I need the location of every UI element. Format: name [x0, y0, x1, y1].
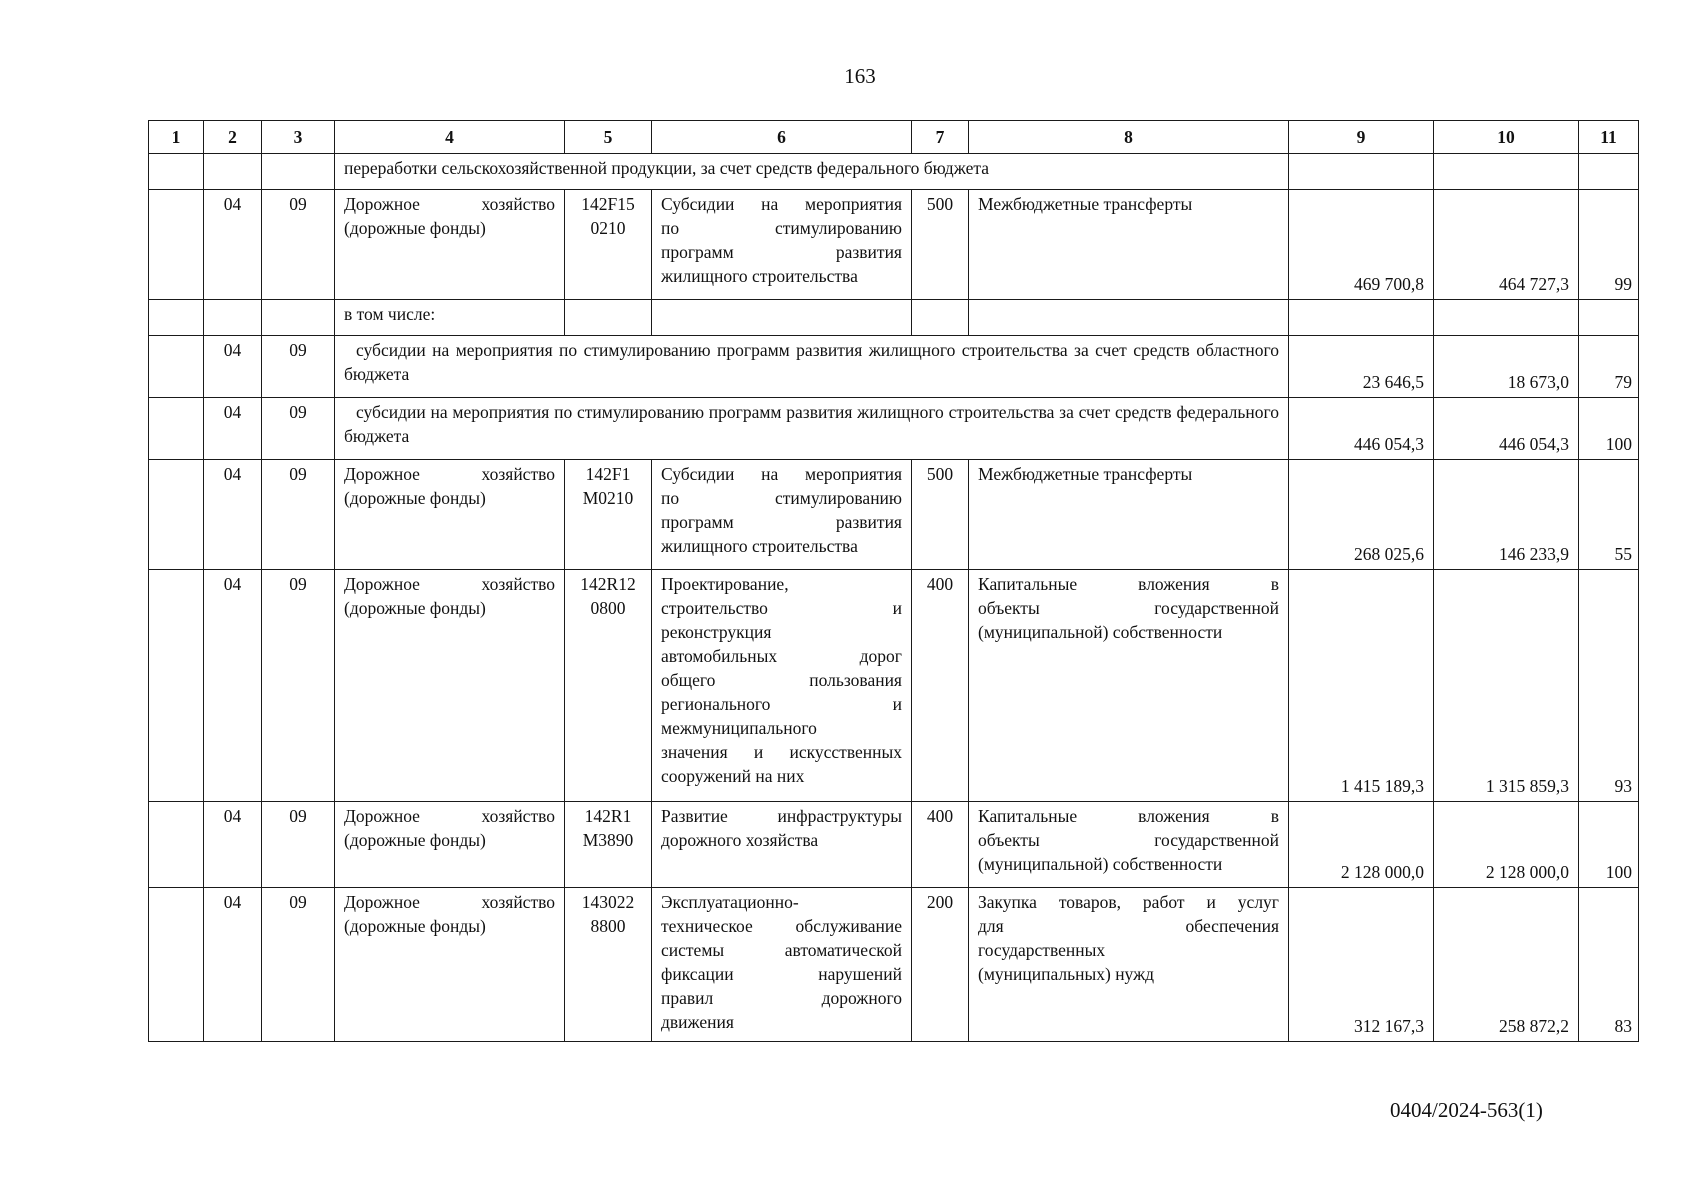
- text-line: программ развития: [661, 512, 902, 532]
- cell-empty: [204, 154, 262, 190]
- text-line: (дорожные фонды): [344, 488, 486, 508]
- text-line: Капитальные вложения в: [978, 574, 1279, 594]
- cell-empty: [1434, 300, 1579, 336]
- expense-type-code: 400: [912, 570, 969, 802]
- expense-type-name: [969, 888, 1289, 1042]
- header-cell-6: 6: [652, 121, 912, 154]
- planned-amount: 312 167,3: [1289, 888, 1434, 1042]
- text-line: Эксплуатационно-: [661, 892, 799, 912]
- text-line: Межбюджетные трансферты: [978, 464, 1193, 484]
- header-cell-4: 4: [335, 121, 565, 154]
- execution-percent: 83: [1579, 888, 1639, 1042]
- target-article-code: [565, 802, 652, 888]
- text-line: (дорожные фонды): [344, 916, 486, 936]
- cell-empty: [1579, 300, 1639, 336]
- cell-empty: [652, 300, 912, 336]
- section-name: [335, 888, 565, 1042]
- text-line: (дорожные фонды): [344, 598, 486, 618]
- text-line: автомобильных дорог: [661, 646, 902, 666]
- target-article-code: [565, 190, 652, 300]
- target-article-name: [652, 570, 912, 802]
- text-line: жилищного строительства: [661, 536, 858, 556]
- section-name: [335, 570, 565, 802]
- expense-type-name: [969, 802, 1289, 888]
- actual-amount: 146 233,9: [1434, 460, 1579, 570]
- cell-empty: [1434, 154, 1579, 190]
- target-article-code: [565, 570, 652, 802]
- text-line: для обеспечения: [978, 916, 1279, 936]
- target-article-name: [652, 460, 912, 570]
- planned-amount: 2 128 000,0: [1289, 802, 1434, 888]
- planned-amount: 268 025,6: [1289, 460, 1434, 570]
- text-line: 142R12: [580, 574, 636, 594]
- header-cell-9: 9: [1289, 121, 1434, 154]
- subsection-code: 09: [262, 190, 335, 300]
- text-line: Субсидии на мероприятия: [661, 464, 902, 484]
- text-line: M0210: [582, 488, 634, 508]
- execution-percent: 79: [1579, 336, 1639, 398]
- cell-col1: [149, 802, 204, 888]
- table-row: [149, 190, 1639, 300]
- target-article-name: [652, 190, 912, 300]
- section-code: 04: [204, 398, 262, 460]
- cell-col1: [149, 336, 204, 398]
- section-code: 04: [204, 190, 262, 300]
- subsidy-detail-row: [149, 336, 1639, 398]
- target-article-name: [652, 802, 912, 888]
- cell-col1: [149, 460, 204, 570]
- including-row: [149, 300, 1639, 336]
- cell-empty: [1289, 300, 1434, 336]
- continuation-row: [149, 154, 1639, 190]
- cell-empty: [1289, 154, 1434, 190]
- text-line: объекты государственной: [978, 830, 1279, 850]
- section-code: 04: [204, 460, 262, 570]
- header-cell-3: 3: [262, 121, 335, 154]
- cell-col1: [149, 398, 204, 460]
- subsection-code: 09: [262, 888, 335, 1042]
- text-line: (дорожные фонды): [344, 830, 486, 850]
- table-row: [149, 570, 1639, 802]
- text-line: жилищного строительства: [661, 266, 858, 286]
- text-line: межмуниципального: [661, 718, 817, 738]
- target-article-code: [565, 460, 652, 570]
- execution-percent: 55: [1579, 460, 1639, 570]
- header-cell-2: 2: [204, 121, 262, 154]
- text-line: объекты государственной: [978, 598, 1279, 618]
- text-line: Дорожное хозяйство: [344, 892, 555, 912]
- header-cell-1: 1: [149, 121, 204, 154]
- actual-amount: 258 872,2: [1434, 888, 1579, 1042]
- section-code: 04: [204, 570, 262, 802]
- header-row: [149, 121, 1639, 154]
- header-cell-7: 7: [912, 121, 969, 154]
- subsection-code: 09: [262, 336, 335, 398]
- target-article-code: [565, 888, 652, 1042]
- section-code: 04: [204, 802, 262, 888]
- subsection-code: 09: [262, 398, 335, 460]
- section-name: [335, 460, 565, 570]
- planned-amount: 469 700,8: [1289, 190, 1434, 300]
- text-line: сооружений на них: [661, 766, 805, 786]
- text-line: Дорожное хозяйство: [344, 574, 555, 594]
- execution-percent: 99: [1579, 190, 1639, 300]
- table-row: [149, 802, 1639, 888]
- header-cell-8: 8: [969, 121, 1289, 154]
- header-cell-11: 11: [1579, 121, 1639, 154]
- text-line: 8800: [590, 916, 626, 936]
- expense-type-code: 400: [912, 802, 969, 888]
- text-line: программ развития: [661, 242, 902, 262]
- planned-amount: 23 646,5: [1289, 336, 1434, 398]
- budget-table: [148, 120, 1639, 1042]
- subsection-code: 09: [262, 570, 335, 802]
- text-line: дорожного хозяйства: [661, 830, 819, 850]
- text-line: Дорожное хозяйство: [344, 464, 555, 484]
- text-line: Капитальные вложения в: [978, 806, 1279, 826]
- text-line: Развитие инфраструктуры: [661, 806, 902, 826]
- text-line: 143022: [581, 892, 635, 912]
- expense-type-code: 500: [912, 460, 969, 570]
- subsection-code: 09: [262, 802, 335, 888]
- actual-amount: 1 315 859,3: [1434, 570, 1579, 802]
- section-code: 04: [204, 336, 262, 398]
- text-line: строительство и: [661, 598, 902, 618]
- cell-empty: [204, 300, 262, 336]
- actual-amount: 18 673,0: [1434, 336, 1579, 398]
- text-line: M3890: [582, 830, 634, 850]
- page-number: 163: [844, 64, 876, 88]
- table-row: [149, 888, 1639, 1042]
- text-line: 0800: [590, 598, 626, 618]
- including-label: в том числе:: [335, 300, 565, 336]
- planned-amount: 1 415 189,3: [1289, 570, 1434, 802]
- cell-empty: [1579, 154, 1639, 190]
- cell-empty: [262, 300, 335, 336]
- expense-type-name: [969, 460, 1289, 570]
- cell-empty: [912, 300, 969, 336]
- text-line: (муниципальной) собственности: [978, 854, 1223, 874]
- subsidy-detail-row: [149, 398, 1639, 460]
- header-cell-10: 10: [1434, 121, 1579, 154]
- text-line: 0210: [590, 218, 626, 238]
- subsection-code: 09: [262, 460, 335, 570]
- text-line: правил дорожного: [661, 988, 902, 1008]
- text-line: 142F15: [581, 194, 635, 214]
- header-cell-5: 5: [565, 121, 652, 154]
- text-line: 142R1: [584, 806, 632, 826]
- section-name: [335, 190, 565, 300]
- text-line: системы автоматической: [661, 940, 902, 960]
- text-line: Субсидии на мероприятия: [661, 194, 902, 214]
- subsidy-detail-text: субсидии на мероприятия по стимулированию программ развития жилищного строительства за счет средств федерального бюджета: [335, 398, 1289, 460]
- cell-empty: [565, 300, 652, 336]
- text-line: Проектирование,: [661, 574, 789, 594]
- expense-type-name: [969, 190, 1289, 300]
- execution-percent: 100: [1579, 398, 1639, 460]
- cell-col1: [149, 888, 204, 1042]
- table-row: [149, 460, 1639, 570]
- text-line: Межбюджетные трансферты: [978, 194, 1193, 214]
- expense-type-name: [969, 570, 1289, 802]
- cell-empty: [969, 300, 1289, 336]
- text-line: регионального и: [661, 694, 902, 714]
- document-code: 0404/2024-563(1): [1390, 1098, 1543, 1122]
- actual-amount: 446 054,3: [1434, 398, 1579, 460]
- text-line: техническое обслуживание: [661, 916, 902, 936]
- section-code: 04: [204, 888, 262, 1042]
- cell-empty: [149, 300, 204, 336]
- target-article-name: [652, 888, 912, 1042]
- text-line: значения и искусственных: [661, 742, 902, 762]
- planned-amount: 446 054,3: [1289, 398, 1434, 460]
- text-line: 142F1: [585, 464, 631, 484]
- cell-col1: [149, 570, 204, 802]
- expense-type-code: 200: [912, 888, 969, 1042]
- text-line: (муниципальных) нужд: [978, 964, 1155, 984]
- text-line: общего пользования: [661, 670, 902, 690]
- text-line: движения: [661, 1012, 734, 1032]
- continuation-text: переработки сельскохозяйственной продукции, за счет средств федерального бюджета: [335, 154, 1289, 190]
- text-line: (муниципальной) собственности: [978, 622, 1223, 642]
- actual-amount: 2 128 000,0: [1434, 802, 1579, 888]
- cell-empty: [149, 154, 204, 190]
- cell-empty: [262, 154, 335, 190]
- text-line: (дорожные фонды): [344, 218, 486, 238]
- expense-type-code: 500: [912, 190, 969, 300]
- section-name: [335, 802, 565, 888]
- text-line: Дорожное хозяйство: [344, 194, 555, 214]
- cell-col1: [149, 190, 204, 300]
- execution-percent: 93: [1579, 570, 1639, 802]
- subsidy-detail-text: субсидии на мероприятия по стимулированию программ развития жилищного строительства за счет средств областного бюджета: [335, 336, 1289, 398]
- text-line: по стимулированию: [661, 218, 902, 238]
- actual-amount: 464 727,3: [1434, 190, 1579, 300]
- text-line: фиксации нарушений: [661, 964, 902, 984]
- text-line: Закупка товаров, работ и услуг: [978, 892, 1279, 912]
- text-line: по стимулированию: [661, 488, 902, 508]
- text-line: Дорожное хозяйство: [344, 806, 555, 826]
- execution-percent: 100: [1579, 802, 1639, 888]
- text-line: реконструкция: [661, 622, 772, 642]
- text-line: государственных: [978, 940, 1106, 960]
